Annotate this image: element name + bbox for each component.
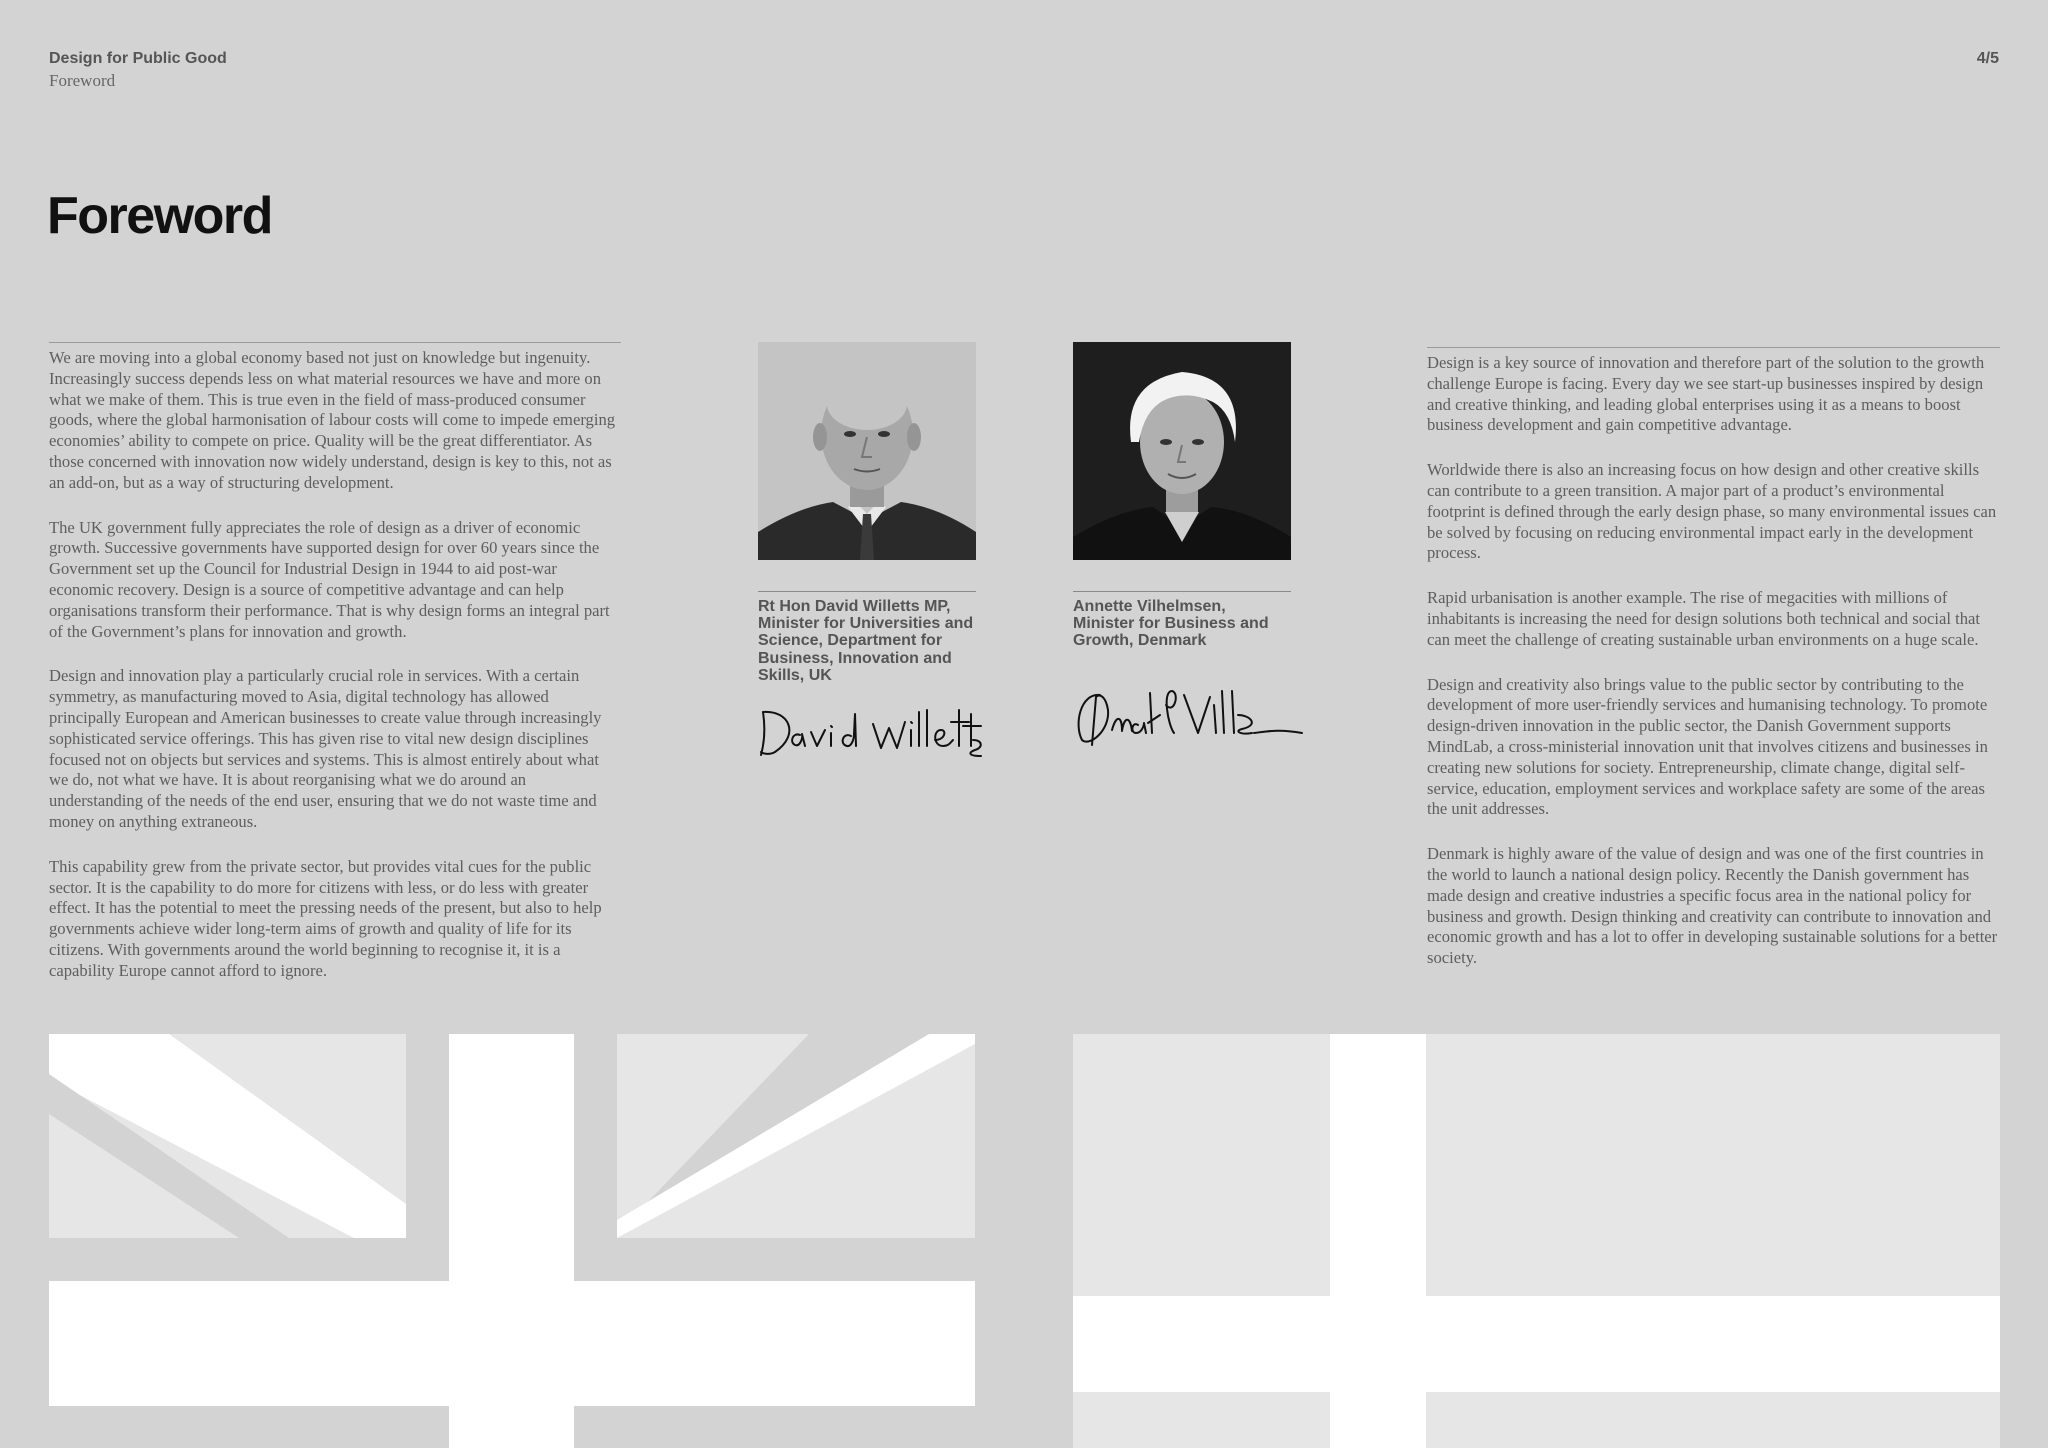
signature-annette-vilhelmsen [1070,685,1310,760]
portrait-annette-vilhelmsen [1073,342,1291,560]
portrait-david-willetts [758,342,976,560]
left-paragraph-1: We are moving into a global economy based not just on knowledge but ingenuity. Increasingly success depends less on what material resources we have and more on what we make of them. This is true even in the field of mass-produced consumer goods, where the global harmonisation of labour costs will come to impede emerging economies’ ability to compete on price. Quality will be the great differentiator. As those concerned with innovation now widely understand, design is key to this, not as an add-on, but as a way of structuring development. [49,348,616,492]
publication-title: Design for Public Good [49,50,227,67]
left-paragraph-4: This capability grew from the private sector, but provides vital cues for the public sector. It is the capability to do more for citizens with less, or do less with greater effect. It has the potential to meet the pressing needs of the present, but also to help governments achieve wider long-term aims of growth and quality of life for its citizens. With governments around the world beginning to recognise it, it is a capability Europe cannot afford to ignore. [49,856,602,980]
left-text-column [49,342,621,1006]
page-number: 4/5 [1976,50,1999,67]
section-name: Foreword [49,71,116,90]
right-paragraph-4: Design and creativity also brings value to the public sector by contributing to the development of more user-friendly services and humanising technology. To promote design-driven innovation in the public sector, the Danish Government supports MindLab, a cross-ministerial innovation unit that involves citizens and businesses in creating new solutions for society. Entrepreneurship, climate change, digital self-service, education, employment services and workplace safety are some of the areas the unit addresses. [1427,674,1988,819]
right-paragraph-2: Worldwide there is also an increasing focus on how design and other creative skills can contribute to a green transition. A major part of a product’s environmental footprint is defined through the early design phase, so many environmental issues can be solved by focusing on reducing environmental impact early in the development process. [1427,460,1997,563]
minister-name-denmark: Annette Vilhelmsen, Minister for Business and Growth, Denmark [1073,591,1291,650]
right-paragraph-1: Design is a key source of innovation and therefore part of the solution to the growth challenge Europe is facing. Every day we see start-up businesses inspired by design and creative thinking, and leading global enterprises using it as a means to boost business development and gain competitive advantage. [1427,353,1985,435]
danish-flag-graphic [1073,1034,2000,1448]
union-jack-graphic [49,1034,975,1448]
signature-david-willetts [755,700,985,765]
minister-name-uk: Rt Hon David Willetts MP, Minister for Universities and Science, Department for Business, Innovation and Skills, UK [758,591,976,684]
right-text-column [1427,347,2000,993]
right-paragraph-5: Denmark is highly aware of the value of design and was one of the first countries in the world to launch a national design policy. Recently the Danish government has made design and creative industries a specific focus area in the national policy for business and growth. Design thinking and creativity can contribute to innovation and economic growth and has a lot to offer in developing sustainable solutions for a better society. [1427,844,1998,968]
right-paragraph-3: Rapid urbanisation is another example. The rise of megacities with millions of inhabitants is increasing the need for design solutions both technical and social that can meet the challenge of creating sustainable urban environments on a huge scale. [1427,588,1980,649]
page-title: Foreword [47,187,272,245]
left-paragraph-3: Design and innovation play a particularly crucial role in services. With a certain symmetry, as manufacturing moved to Asia, digital technology has allowed principally European and American businesses to create value through increasingly sophisticated service offerings. This has given rise to vital new design disciplines focused not on objects but services and systems. This is almost entirely about what we do, not what we have. It is about reorganising what we do around an understanding of the needs of the end user, ensuring that we do not waste time and money on anything extraneous. [49,666,602,831]
left-paragraph-2: The UK government fully appreciates the role of design as a driver of economic growth. Successive governments have supported design for over 60 years since the Government set up the Council for Industrial Design in 1944 to aid post-war economic recovery. Design is a source of competitive advantage and can help organisations transform their performance. That is why design forms an integral part of the Government’s plans for innovation and growth. [49,517,610,641]
